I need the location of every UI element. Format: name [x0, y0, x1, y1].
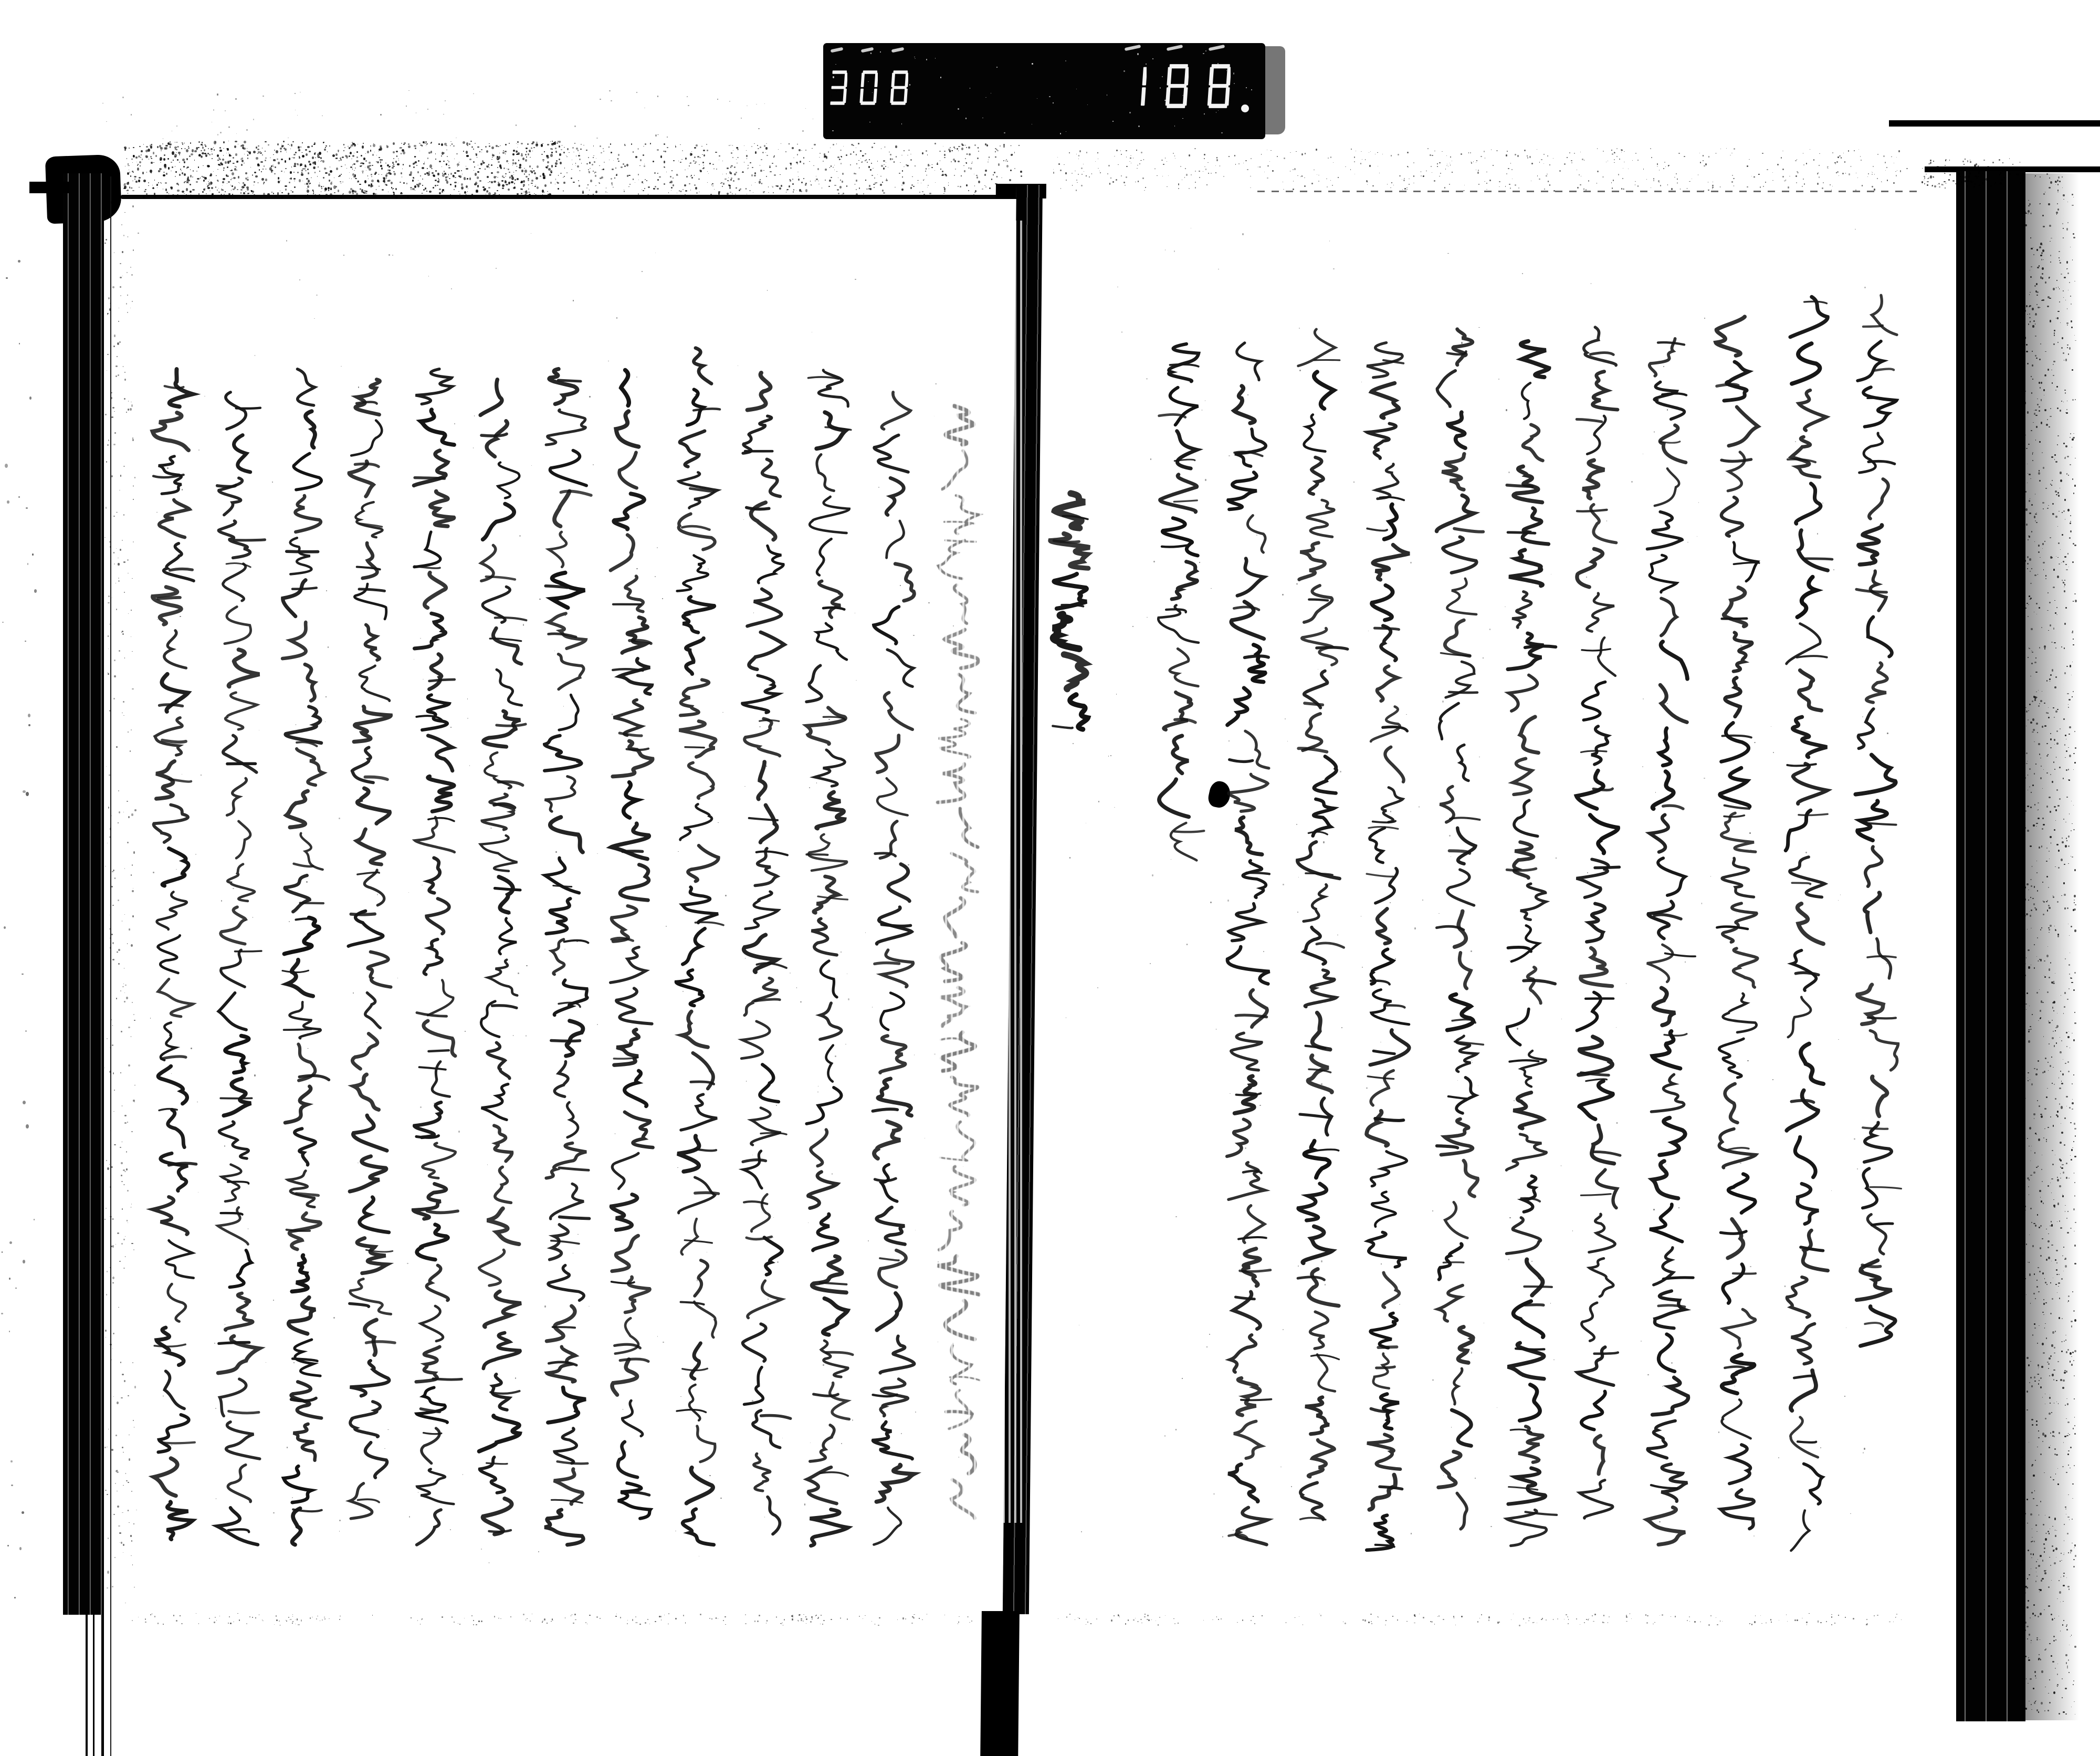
- text-column: [1848, 292, 1906, 1350]
- text-column: [668, 346, 726, 1548]
- text-column: [1289, 327, 1347, 1523]
- text-column: [1778, 294, 1836, 1554]
- text-column: [1220, 340, 1277, 1548]
- washed-out-column-overlay: [933, 221, 1025, 1523]
- text-column: [144, 367, 202, 1543]
- text-column: [734, 370, 792, 1538]
- text-column: [1150, 341, 1208, 864]
- text-column: [341, 377, 398, 1522]
- text-column: [865, 390, 922, 1548]
- text-column: [1569, 325, 1626, 1522]
- text-column: [603, 368, 660, 1522]
- text-column: [537, 367, 595, 1548]
- text-column: [275, 367, 333, 1548]
- text-column: [1359, 340, 1417, 1553]
- text-column: [1639, 336, 1696, 1548]
- text-column: [209, 390, 267, 1548]
- text-column: [1708, 314, 1766, 1532]
- text-column: [799, 368, 857, 1549]
- text-column: [1499, 339, 1557, 1549]
- text-column: [471, 377, 529, 1538]
- text-column: [406, 367, 464, 1548]
- section-heading-shichifushigi-kojo: [1046, 491, 1094, 733]
- text-column: [1429, 327, 1487, 1532]
